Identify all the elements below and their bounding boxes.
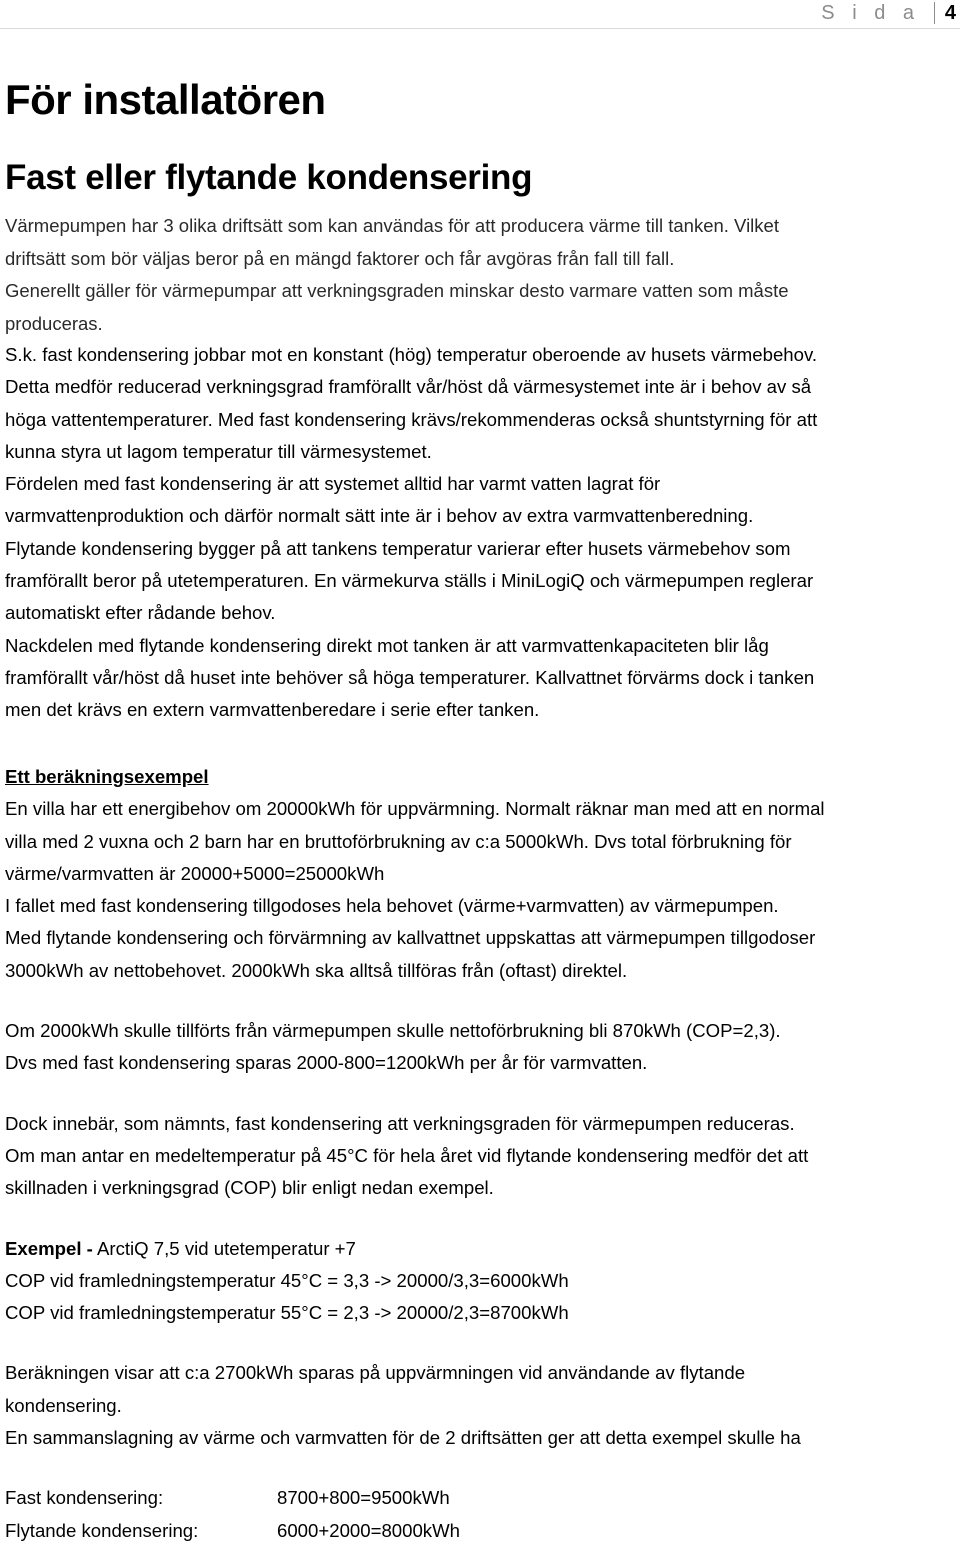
- page-label: S i d a: [821, 2, 920, 24]
- text-line: Dvs med fast kondensering sparas 2000-800=1200kWh per år för varmvatten.: [5, 1052, 648, 1074]
- text-line: En sammanslagning av värme och varmvatten för de 2 driftsätten ger att detta exempel skulle ha: [5, 1427, 801, 1449]
- summary-value: 8700+800=9500kWh: [277, 1487, 450, 1509]
- summary-label: Fast kondensering:: [5, 1487, 164, 1509]
- text-line: kunna styra ut lagom temperatur till värmesystemet.: [5, 440, 432, 462]
- text-line: Nackdelen med flytande kondensering direkt mot tanken är att varmvattenkapaciteten blir låg: [5, 634, 769, 656]
- text-line: kondensering.: [5, 1394, 122, 1416]
- calc-label: Exempel -: [5, 1237, 93, 1259]
- text-line: automatiskt efter rådande behov.: [5, 602, 276, 624]
- summary-label: Flytande kondensering:: [5, 1519, 199, 1541]
- text-line: Generellt gäller för värmepumpar att verkningsgraden minskar desto varmare vatten som måste: [5, 280, 789, 301]
- text-line: villa med 2 vuxna och 2 barn har en bruttoförbrukning av c:a 5000kWh. Dvs total förbrukning för: [5, 830, 792, 852]
- spacer: [5, 1329, 950, 1357]
- text-line: Fördelen med fast kondensering är att systemet alltid har varmt vatten lagrat för: [5, 473, 661, 495]
- condensing-explanation: [5, 339, 950, 727]
- intro-paragraph: [5, 210, 935, 340]
- example-heading: Ett beräkningsexempel: [5, 766, 209, 787]
- section-title: Fast eller flytande kondensering: [5, 158, 533, 197]
- summary-row-floating: [5, 1515, 950, 1547]
- text-line: men det krävs en extern varmvattenberedare i serie efter tanken.: [5, 699, 540, 721]
- text-line: höga vattentemperaturer. Med fast kondensering krävs/rekommenderas också shuntstyrning för att: [5, 408, 818, 430]
- spacer: [5, 987, 950, 1015]
- spacer: [5, 1454, 950, 1482]
- text-line: Flytande kondensering bygger på att tankens temperatur varierar efter husets värmebehov som: [5, 537, 791, 559]
- text-line: Detta medför reducerad verkningsgrad framförallt vår/höst då värmesystemet inte är i behov av så: [5, 376, 812, 398]
- summary-row-fast: [5, 1482, 950, 1514]
- text-line: S.k. fast kondensering jobbar mot en konstant (hög) temperatur oberoende av husets värmebehov.: [5, 344, 818, 365]
- page-header: [0, 0, 960, 29]
- text-line: Med flytande kondensering och förvärmning av kallvattnet uppskattas att värmepumpen tillgodoser: [5, 927, 816, 949]
- spacer: [5, 1205, 950, 1233]
- spacer: [5, 1080, 950, 1108]
- text-line: framförallt vår/höst då huset inte behöver så höga temperaturer. Kallvattnet förvärms dock i tanken: [5, 666, 815, 688]
- cop-line-55: COP vid framledningstemperatur 55°C = 2,3 -> 20000/2,3=8700kWh: [5, 1302, 569, 1324]
- page-number: 4: [934, 2, 956, 24]
- text-line: Värmepumpen har 3 olika driftsätt som kan användas för att producera värme till tanken. Vilket: [5, 215, 779, 236]
- page-title: För installatören: [5, 76, 326, 123]
- text-line: En villa har ett energibehov om 20000kWh för uppvärmning. Normalt räknar man med att en normal: [5, 798, 825, 820]
- text-line: skillnaden i verkningsgrad (COP) blir enligt nedan exempel.: [5, 1177, 494, 1199]
- text-line: I fallet med fast kondensering tillgodoses hela behovet (värme+varmvatten) av värmepumpen.: [5, 895, 779, 917]
- calc-intro-line: [5, 1233, 950, 1265]
- calc-intro: ArctiQ 7,5 vid utetemperatur +7: [92, 1237, 356, 1259]
- text-line: Dock innebär, som nämnts, fast kondensering att verkningsgraden för värmepumpen reduceras.: [5, 1112, 795, 1134]
- text-line: Om man antar en medeltemperatur på 45°C för hela året vid flytande kondensering medför det att: [5, 1144, 809, 1166]
- text-line: värme/varmvatten är 20000+5000=25000kWh: [5, 862, 385, 884]
- text-line: Beräkningen visar att c:a 2700kWh sparas på uppvärmningen vid användande av flytande: [5, 1362, 746, 1384]
- text-line: 3000kWh av nettobehovet. 2000kWh ska alltså tillföras från (oftast) direktel.: [5, 959, 628, 981]
- text-line: framförallt beror på utetemperaturen. En värmekurva ställs i MiniLogiQ och värmepumpen reglerar: [5, 570, 814, 592]
- summary-value: 6000+2000=8000kWh: [277, 1519, 460, 1541]
- text-line: produceras.: [5, 312, 103, 334]
- calculation-example: [5, 761, 950, 1547]
- text-line: varmvattenproduktion och därför normalt sätt inte är i behov av extra varmvattenberedning.: [5, 505, 754, 527]
- cop-line-45: COP vid framledningstemperatur 45°C = 3,3 -> 20000/3,3=6000kWh: [5, 1269, 569, 1291]
- text-line: Om 2000kWh skulle tillförts från värmepumpen skulle nettoförbrukning bli 870kWh (COP=2,3).: [5, 1020, 781, 1042]
- text-line: driftsätt som bör väljas beror på en mängd faktorer och får avgöras från fall till fall.: [5, 247, 675, 269]
